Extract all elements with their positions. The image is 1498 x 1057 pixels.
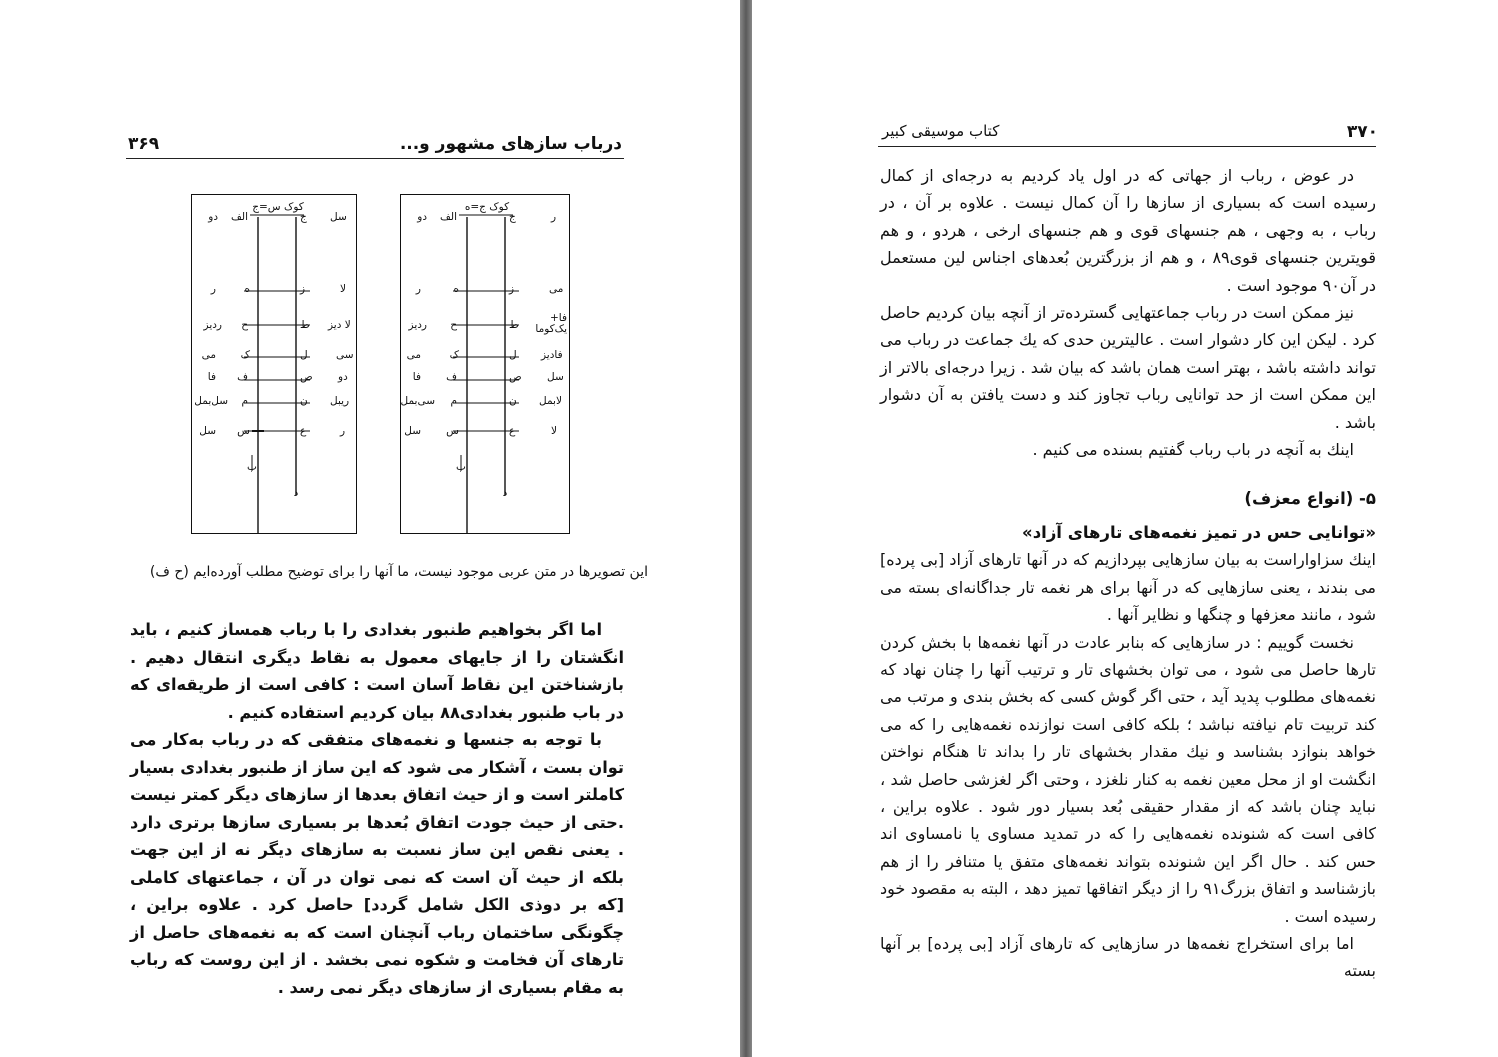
header-rule	[878, 146, 1376, 147]
note-label: می	[201, 349, 216, 361]
subheading: «توانایی حس در تمیز نغمه‌های تارهای آزاد»	[1022, 522, 1376, 542]
running-title: درباب سازهای مشهور و...	[399, 134, 622, 154]
tuning-diagram-left	[191, 194, 357, 534]
running-title: کتاب موسیقی کبیر	[882, 122, 1000, 140]
note-label: سل	[404, 425, 421, 437]
bottom-letter: د	[502, 487, 508, 499]
fret-letter: ف	[237, 371, 248, 383]
right-body-text	[880, 162, 1376, 985]
fret-letter: ع	[300, 425, 307, 437]
fret-letter: ک	[449, 349, 459, 361]
note-label: ر	[551, 211, 557, 223]
fret-letter: الف	[440, 211, 457, 223]
fret-letter: م	[450, 395, 457, 407]
paragraph: اینك سزاواراست به بیان سازهایی بپردازیم که در آنها تارهای آزاد [بی پرده] می بندند ، یعنی سازهایی که در آنها برای هر نغمه تار جداگانه‌ای بسته می شود ، مانند معزفها و چنگها و نظایر آنها .	[880, 550, 1376, 625]
paragraph: اینك به آنچه در باب رباب گفتیم بسنده می کنیم .	[1032, 440, 1354, 460]
fret-letter: ز	[509, 283, 515, 295]
bottom-letter: ب	[456, 461, 466, 473]
note-label: فا	[412, 371, 421, 383]
fret-letter: ک	[240, 349, 250, 361]
note-label: سل	[547, 371, 564, 383]
book-spine	[740, 0, 752, 1057]
fret-letter: ن	[509, 395, 517, 407]
fret-letter: ج	[509, 211, 516, 223]
note-label: لابمل	[539, 395, 562, 407]
note-label: ر	[340, 425, 346, 437]
paragraph: با توجه به جنسها و نغمه‌های متفقی که در رباب به‌کار می توان بست ، آشکار می شود که این ساز از طنبور بغدادی بسیار کاملتر است و از حیث اتفاق بعدها از سازهای دیگر کمتر نیست .حتی از حیث جودت اتفاق بُعدها بر بسیاری سازها برتری دارد . یعنی نقص این ساز نسبت به سازهای دیگر نه از این جهت بلکه از حیث آن است که نمی توان در آن ، جماعتهای کاملی [که بر دوذی الکل شامل گردد] حاصل کرد . علاوه براین ، چگونگی ساختمان رباب آنچنان است که به نغمه‌های حاصل از تارهای آن فخامت و شکوه نمی بخشد . از این روست که رباب به مقام بسیاری از سازهای دیگر نمی رسد .	[130, 730, 624, 997]
note-label: ر	[210, 283, 216, 295]
fret-letter: ن	[300, 395, 308, 407]
note-label: لا	[340, 283, 346, 295]
paragraph: اما برای استخراج نغمه‌ها در سازهایی که تارهای آزاد [بی پرده] بر آنها بسته	[880, 933, 1376, 981]
note-label: لا دیز	[328, 319, 351, 331]
fret-letter: ج	[300, 211, 307, 223]
fret-letter: ل	[509, 349, 517, 361]
diagram-lines	[192, 195, 356, 533]
header-rule	[126, 158, 624, 159]
note-label: ر	[415, 283, 421, 295]
page-number: ۳۷۰	[1346, 122, 1378, 142]
diagram-lines	[401, 195, 569, 533]
note-label: دو	[208, 211, 218, 223]
note-label: ردیز	[408, 319, 427, 331]
fret-letter: الف	[231, 211, 248, 223]
fret-letter: ع	[509, 425, 516, 437]
note-label: فادیز	[541, 349, 563, 361]
note-label: می	[406, 349, 421, 361]
fret-letter: ص	[509, 371, 522, 383]
left-page	[0, 0, 740, 1057]
fret-letter: ز	[300, 283, 306, 295]
note-label: سی‌بمل	[400, 395, 435, 407]
right-page	[752, 0, 1498, 1057]
section-heading: ۵- (انواع معزف)	[1244, 489, 1376, 509]
note-label: ریبل	[330, 395, 350, 407]
fret-letter: س	[237, 425, 250, 437]
note-label: سل	[330, 211, 347, 223]
note-label: دو	[338, 371, 348, 383]
bottom-letter: د	[293, 487, 299, 499]
fret-letter: ط	[509, 319, 519, 331]
paragraph: در عوض ، رباب از جهاتی که در اول یاد کردیم به درجه‌ای از کمال رسیده است که بسیاری از سازها را آن کمال نیست . علاوه بر آن ، در رباب ، به وجهی ، هم جنسهای قوی و هم جنسهای ارخی ، هردو ، و هم قویترین جنسهای قوی۸۹ ، و هم از بزرگترین بُعدهای اجناس لین مستعمل در آن۹۰ موجود است .	[880, 166, 1377, 295]
fret-letter: ل	[300, 349, 308, 361]
fret-letter: ط	[300, 319, 310, 331]
note-label: سل‌بمل	[194, 395, 228, 407]
note-label: فا+ یک‌کوما	[535, 312, 567, 335]
paragraph: نخست گوییم : در سازهایی که بنابر عادت در آنها نغمه‌ها با بخش کردن تارها حاصل می شود ، می توان بخشهای تار و ترتیب آنها را چنان نهاد که نغمه‌های مطلوب پدید آید ، حتی اگر گوش کسی که بخش بندی و مرتب می کند تربیت تام نیافته نباشد ؛ بلکه کافی است نوازنده نغمه‌هایی را که می خواهد بنوازد بشناسد و نیك مقدار بخشهای تار را بداند تا هنگام نواختن انگشت او از محل معین نغمه به کنار نلغزد ، وحتی اگر لغزشی حاصل شد ، نباید چنان باشد که از مقدار حقیقی بُعد بسیار دور شود . علاوه براین ، کافی است که شنونده نغمه‌هایی را که در تمدید مساوی یا نامساوی اند حس کند . حال اگر این شنونده بتواند نغمه‌های متفق یا متنافر را از هم بازشناسد و اتفاق بزرگ۹۱ را از دیگر اتفاقها تمیز دهد ، البته به مقصود خود رسیده است .	[880, 632, 1377, 926]
note-label: می	[549, 283, 564, 295]
bottom-letter: ب	[247, 461, 257, 473]
fret-letter: ص	[300, 371, 313, 383]
fret-letter: ه	[244, 283, 250, 295]
note-label: سی	[336, 349, 354, 361]
figure-caption: این تصویرها در متن عربی موجود نیست، ما آنها را برای توضیح مطلب آورده‌ایم (ح ف)	[149, 564, 648, 580]
fret-letter: ه	[453, 283, 459, 295]
note-label: سل	[199, 425, 216, 437]
tuning-diagram-right	[400, 194, 570, 534]
tuning-label: کوک ج=ه	[464, 201, 510, 213]
left-body-text	[130, 616, 624, 1001]
paragraph: نیز ممکن است در رباب جماعتهایی گسترده‌تر از آنچه بیان کردیم حاصل کرد . لیکن این کار دشوار است . عالیترین حدی که یك جماعت در رباب می تواند داشته باشد ، بهتر است همان باشد که بیان شد . زیرا درجه‌ای بالاتر از این ممکن است از حد توانایی رباب تجاوز کند و دست یافتن به آن دشوار باشد .	[880, 303, 1376, 432]
fret-letter: ح	[450, 319, 457, 331]
note-label: لا	[551, 425, 557, 437]
fret-letter: ح	[241, 319, 248, 331]
paragraph: اما اگر بخواهیم طنبور بغدادی را با رباب همساز کنیم ، باید انگشتان را از جایهای معمول به نقاط دیگری انتقال دهیم . بازشناختن این نقاط آسان است : کافی است از طریقه‌ای که در باب طنبور بغدادی۸۸ بیان کردیم استفاده کنیم .	[130, 620, 624, 722]
fret-letter: س	[446, 425, 459, 437]
note-label: ردیز	[203, 319, 222, 331]
note-label: فا	[207, 371, 216, 383]
fret-letter: م	[241, 395, 248, 407]
note-label: دو	[417, 211, 427, 223]
page-number: ۳۶۹	[128, 134, 160, 154]
fret-letter: ف	[446, 371, 457, 383]
tuning-label: کوک س=ج	[252, 201, 304, 213]
